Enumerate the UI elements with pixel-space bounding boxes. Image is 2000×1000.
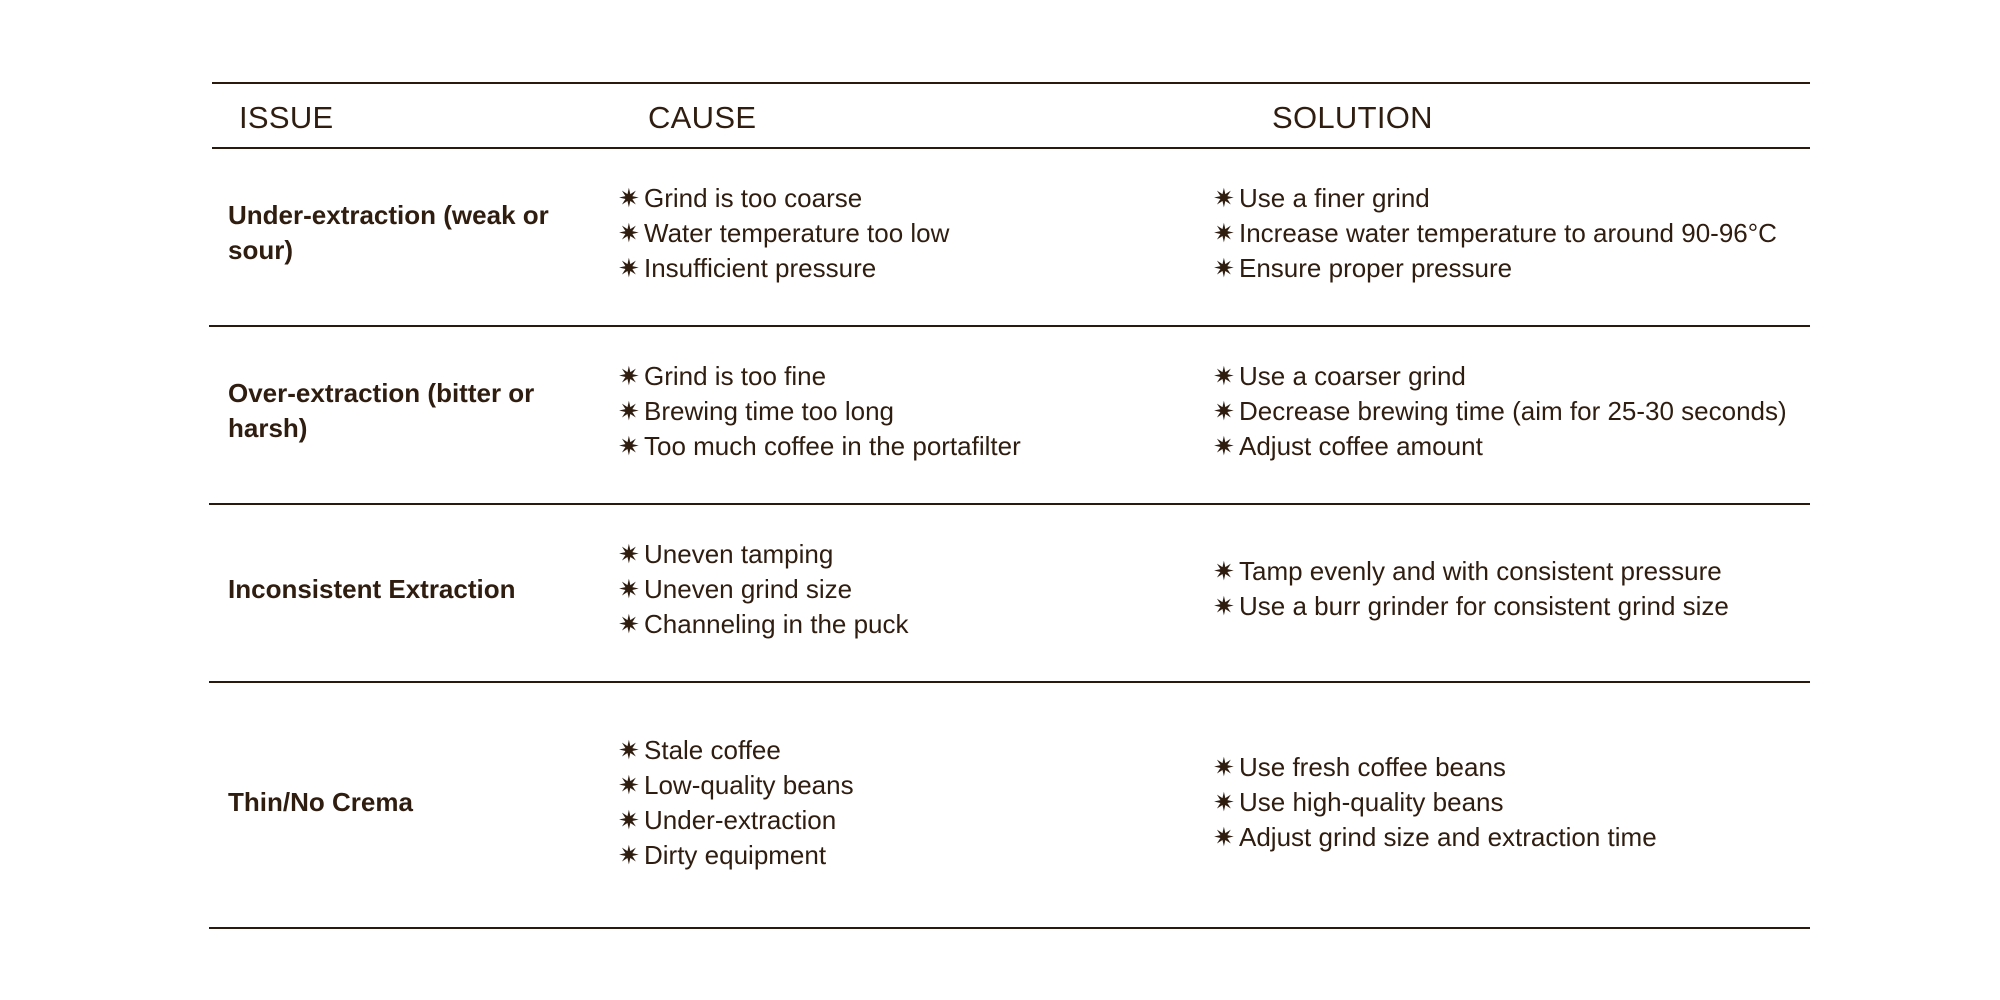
issue-label: Thin/No Crema	[228, 787, 413, 817]
list-item: ✷ Use a burr grinder for consistent grind size	[1213, 589, 1729, 624]
list-item: ✷ Stale coffee	[618, 733, 854, 768]
starburst-icon: ✷	[618, 539, 640, 569]
starburst-icon: ✷	[1213, 787, 1235, 817]
list-item: ✷ Adjust coffee amount	[1213, 429, 1787, 464]
list-item: ✷ Use high-quality beans	[1213, 785, 1657, 820]
list-item: ✷ Grind is too fine	[618, 359, 1021, 394]
starburst-icon: ✷	[1213, 431, 1235, 461]
list-item: ✷ Uneven grind size	[618, 572, 909, 607]
cause-list	[618, 181, 949, 286]
list-item: ✷ Adjust grind size and extraction time	[1213, 820, 1657, 855]
list-item: ✷ Grind is too coarse	[618, 181, 949, 216]
starburst-icon: ✷	[1213, 218, 1235, 248]
starburst-icon: ✷	[1213, 556, 1235, 586]
starburst-icon: ✷	[618, 253, 640, 283]
starburst-icon: ✷	[618, 183, 640, 213]
header-solution: SOLUTION	[1272, 100, 1433, 135]
list-item: ✷ Decrease brewing time (aim for 25-30 seconds)	[1213, 394, 1787, 429]
list-item: ✷ Uneven tamping	[618, 537, 909, 572]
list-item: ✷ Channeling in the puck	[618, 607, 909, 642]
issue-label: Over-extraction (bitter or harsh)	[228, 378, 535, 443]
list-item: ✷ Use a coarser grind	[1213, 359, 1787, 394]
list-item: ✷ Insufficient pressure	[618, 251, 949, 286]
cause-list	[618, 359, 1021, 464]
starburst-icon: ✷	[1213, 253, 1235, 283]
starburst-icon: ✷	[1213, 822, 1235, 852]
starburst-icon: ✷	[1213, 591, 1235, 621]
table-row	[209, 683, 1810, 929]
list-item: ✷ Dirty equipment	[618, 838, 854, 873]
starburst-icon: ✷	[1213, 752, 1235, 782]
solution-list	[1213, 181, 1777, 286]
table-header	[212, 82, 1810, 149]
starburst-icon: ✷	[618, 805, 640, 835]
header-cause: CAUSE	[648, 100, 757, 135]
solution-list	[1213, 359, 1787, 464]
starburst-icon: ✷	[618, 396, 640, 426]
issue-label: Inconsistent Extraction	[228, 574, 516, 604]
list-item: ✷ Increase water temperature to around 90-96°C	[1213, 216, 1777, 251]
starburst-icon: ✷	[618, 735, 640, 765]
list-item: ✷ Under-extraction	[618, 803, 854, 838]
solution-list	[1213, 750, 1657, 855]
starburst-icon: ✷	[1213, 361, 1235, 391]
table-row	[209, 505, 1810, 683]
troubleshooting-table	[209, 82, 1810, 929]
cause-list	[618, 537, 909, 642]
cause-list	[618, 733, 854, 873]
solution-list	[1213, 554, 1729, 624]
issue-label: Under-extraction (weak or sour)	[228, 200, 549, 265]
table-row	[209, 149, 1810, 327]
list-item: ✷ Too much coffee in the portafilter	[618, 429, 1021, 464]
list-item: ✷ Ensure proper pressure	[1213, 251, 1777, 286]
list-item: ✷ Water temperature too low	[618, 216, 949, 251]
starburst-icon: ✷	[1213, 183, 1235, 213]
starburst-icon: ✷	[618, 770, 640, 800]
starburst-icon: ✷	[618, 609, 640, 639]
starburst-icon: ✷	[1213, 396, 1235, 426]
starburst-icon: ✷	[618, 218, 640, 248]
list-item: ✷ Tamp evenly and with consistent pressure	[1213, 554, 1729, 589]
list-item: ✷ Low-quality beans	[618, 768, 854, 803]
header-issue: ISSUE	[239, 100, 334, 135]
starburst-icon: ✷	[618, 840, 640, 870]
starburst-icon: ✷	[618, 361, 640, 391]
starburst-icon: ✷	[618, 574, 640, 604]
list-item: ✷ Use fresh coffee beans	[1213, 750, 1657, 785]
list-item: ✷ Brewing time too long	[618, 394, 1021, 429]
table-row	[209, 327, 1810, 505]
list-item: ✷ Use a finer grind	[1213, 181, 1777, 216]
starburst-icon: ✷	[618, 431, 640, 461]
